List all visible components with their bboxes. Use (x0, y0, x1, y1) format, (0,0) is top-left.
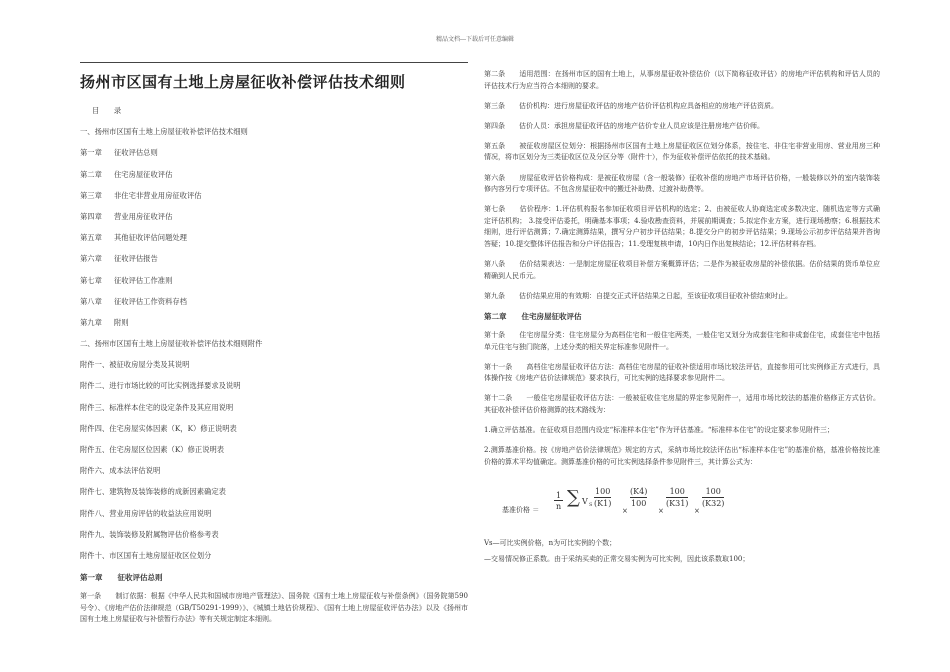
formula-fraction (666, 487, 688, 508)
toc-item-text: 征收评估工作资料存档 (114, 296, 187, 306)
toc-item-chapter: 第二章 (80, 169, 102, 179)
toc-item (80, 530, 468, 540)
toc-item-text: 附则 (114, 317, 129, 327)
chapter2-paragraphs (484, 330, 880, 468)
toc-item-text: 住宅房屋实体因素（K，K）修正说明表 (109, 423, 237, 433)
toc-item-chapter: 附件五、 (80, 445, 110, 454)
article-paragraph: 第八条 估价结果表达：一是制定房屋征收项目补偿方案概算评估；二是作为被征收房屋的补偿依据。估价结果的货币单位应精确到人民币元。 (484, 260, 880, 280)
toc-item-chapter: 附件七、 (80, 487, 110, 497)
toc-item (80, 127, 468, 137)
toc-item-chapter: 第四章 (80, 211, 102, 221)
fraction-numerator: 100 (705, 486, 721, 496)
chapter2-paragraph: 第十二条 一般住宅房屋征收评估方法：一般被征收住宅房屋的界定参见附件一，适用市场比较法的基准价格修正方式估价。其征收补偿评估价格测算的技术路线为： (484, 394, 880, 414)
toc-item-chapter: 附件二、 (80, 381, 110, 391)
toc-item-text: 装饰装修及附属物评估价格参考表 (109, 529, 219, 539)
fraction-bar (666, 497, 688, 498)
toc-item-chapter: 第一章 (80, 148, 102, 158)
left-column (80, 62, 468, 634)
header-watermark: 精品文档---下载后可任意编辑 (435, 36, 515, 43)
article-paragraph: 第三条 估价机构：进行房屋征收评估的房地产估价评估机构应具备相应的房地产评估资质。 (484, 101, 778, 110)
toc-item-text: 其他征收评估问题处理 (114, 233, 187, 243)
toc-item (80, 466, 468, 476)
toc-item-chapter: 第五章 (80, 233, 102, 243)
fraction-denominator: (K32) (702, 498, 725, 508)
document-title: 扬州市区国有土地上房屋征收补偿评估技术细则 (80, 73, 406, 91)
formula-fraction (630, 487, 647, 508)
toc-item-text: 标准样本住宅的设定条件及其应用说明 (109, 402, 234, 412)
article-paragraph: 第四条 估价人员：承担房屋征收评估的房地产估价专业人员应该是注册房地产估价师。 (484, 121, 764, 130)
toc-item (80, 254, 468, 264)
toc-item-text: 非住宅非营业用房征收评估 (114, 190, 202, 200)
toc-item-text: 征收评估总则 (114, 148, 158, 158)
toc-item (80, 170, 468, 180)
toc-item (80, 424, 468, 434)
formula-note: —交易情况修正系数。由于采纳买卖的正常交易实例为可比实例，因此该系数取100； (484, 554, 750, 563)
toc-item-chapter: 附件四、 (80, 423, 110, 433)
chapter2-heading: 第二章 住宅房屋征收评估 (484, 311, 582, 321)
formula-label: 基准价格 ＝ (502, 505, 540, 514)
toc-item-text: 市区国有土地房屋征收区位划分 (109, 550, 212, 560)
fraction-numerator: 100 (595, 486, 611, 496)
toc-item-chapter: 附件九、 (80, 529, 110, 539)
fraction-numerator: (K4) (630, 486, 648, 496)
toc-item-chapter: 第六章 (80, 254, 102, 264)
toc-item (80, 551, 468, 561)
toc-item-chapter: 第七章 (80, 275, 102, 285)
article-paragraph: 第九条 估价结果应用的有效期：自提交正式评估结果之日起，至该征收项目征收补偿结束时止。 (484, 291, 792, 300)
fraction-bar (702, 497, 724, 498)
toc-item-text: 征收评估报告 (114, 254, 158, 264)
toc-item-text: 建筑物及装饰装修的成新因素确定表 (109, 487, 226, 497)
toc-item-text: 征收评估工作准则 (114, 275, 173, 285)
fraction-bar (630, 497, 647, 498)
toc-item (80, 487, 468, 497)
toc-item-text: 一、扬州市区国有土地上房屋征收补偿评估技术细则 (80, 127, 248, 137)
article-paragraph: 第七条 估价程序：1.评估机构报名参加征收项目评估机构的选定；2、由被征收人协商选定或多数决定、随机选定等方式确定评估机构； 3.接受评估委托，明确基本事项；4.验收勘查资料，并展前期调查；5.拟定作业方案，进行现场勘察；6.根据技术细则，进行评估测算；7.确定测算结果，撰写分户初步评估结果；8.提交分户的初步评估结果；9.现场公示初步评估结果并咨询答疑；10.提交整体评估报告和分户评估报告；11.受理复核申请，10内日作出复核结论；12.评估材料存档。 (484, 205, 880, 249)
toc-item-chapter: 第八章 (80, 296, 102, 306)
after-formula-notes (484, 537, 880, 565)
toc-item-chapter: 附件十、 (80, 550, 110, 560)
multiply-sign: × (622, 506, 628, 515)
chapter2-paragraph: 2.测算基准价格。按《房地产估价法律规范》规定的方式，采纳市场比较法评估出“标准样本住宅”的基准价格，基准价格按比准价格的算术平均值确定。测算基准价格的可比实例选择条件参见附件三，其计算公式为： (484, 446, 880, 466)
toc-item-text: 成本法评估说明 (109, 466, 161, 476)
formula-fraction (594, 487, 611, 508)
toc-item (80, 381, 468, 391)
toc-item (80, 233, 468, 243)
toc-item-text: 住宅房屋征收评估 (114, 169, 173, 179)
toc-item-text: 进行市场比较的可比实例选择要求及说明 (109, 381, 241, 391)
fraction-numerator: 100 (669, 486, 685, 496)
toc-item (80, 148, 468, 158)
toc-item (80, 276, 468, 286)
article-paragraph: 第二条 适用范围：在扬州市区的国有土地上，从事房屋征收补偿估价（以下简称征收评估）的房地产评估机构和评估人员的评估技术行为应当符合本细则的要求。 (484, 70, 880, 90)
toc-item-text: 住宅房屋区位因素（K）修正说明表 (109, 445, 225, 454)
toc-item-chapter: 附件六、 (80, 466, 110, 476)
toc-item (80, 509, 468, 519)
multiply-sign: × (658, 506, 664, 515)
formula-block: 基准价格 ＝ 1 n ∑ V S 100 (K1) × (K4) 100 × 100 (K31) × 100 (K32) (502, 486, 725, 515)
article-1-paragraph: 第一条 制订依据：根据《中华人民共和国城市房地产管理法》、国务院《国有土地上房屋征收与补偿条例》（国务院第590号令）、《房地产估价法律规范（GB/T50291-1999）》、《城镇土地估价规程》、《国有土地上房屋征收评估办法》以及《扬州市国有土地上房屋征收与补偿暂行办法》等有关规定制定本细则。 (80, 592, 468, 624)
toc-item (80, 360, 468, 370)
toc-item-chapter: 附件一、 (80, 360, 110, 370)
toc-item (80, 212, 468, 222)
toc-item (80, 403, 468, 413)
toc-item (80, 445, 468, 455)
toc-item-text: 营业用房征收评估 (114, 211, 173, 221)
chapter1-heading: 第一章 征收评估总则 (80, 573, 163, 583)
article-paragraph: 第六条 房屋征收评估价格构成：是被征收房屋（含一般装修）征收补偿的房地产市场评估价格，一般装修以外的室内装饰装修内容另行专项评估。不包含房屋征收中的搬迁补助费、过渡补助费等。 (484, 173, 880, 194)
chapter2-paragraph: 1.确立评估基准。在征收项目范围内设定“标准样本住宅”作为评估基准。“标准样本住宅”的设定要求参见附件三； (484, 425, 834, 434)
toc-item-text: 被征收房屋分类及其说明 (109, 360, 190, 370)
title-rule (80, 62, 468, 63)
toc-item-chapter: 附件八、 (80, 508, 110, 518)
toc-item (80, 318, 468, 328)
toc-item-chapter: 第三章 (80, 190, 102, 200)
toc-item (80, 339, 468, 349)
formula-note: Vs—可比实例价格，n为可比实例的个数； (484, 538, 617, 547)
right-paragraphs (484, 69, 880, 302)
toc-item-text: 营业用房评估的收益法应用说明 (109, 508, 212, 518)
toc-item (80, 191, 468, 201)
toc-item-chapter: 附件三、 (80, 402, 110, 412)
multiply-sign: × (694, 506, 700, 515)
chapter2-paragraph: 第十一条 高档住宅房屋征收评估方法：高档住宅房屋的征收补偿适用市场比较法评估，直接参用可比实例修正方式进行，具体操作按《房地产估价法律规范》要求执行，可比实例的选择要求参见附件二。 (484, 362, 880, 383)
toc-item (80, 297, 468, 307)
fraction-denominator: (K1) (594, 498, 612, 508)
fraction-denominator: (K31) (666, 498, 689, 508)
article-paragraph: 第五条 被征收房屋区位划分：根据扬州市区国有土地上房屋征收区位划分体系，按住宅、非住宅非营业用房、营业用房三种情况，将市区划分为三类征收区位及分区分等（附件十），作为征收补偿评估依托的技术基础。 (484, 141, 880, 162)
chapter2-paragraph: 第十条 住宅房屋分类：住宅房屋分为高档住宅和一般住宅两类，一般住宅又划分为成套住宅和非成套住宅，成套住宅中包括单元住宅与独门院落，上述分类的相关界定标准参见附件一。 (484, 330, 880, 351)
formula-fraction (702, 487, 724, 508)
toc-heading-label: 目 录 (92, 106, 122, 115)
toc-item-chapter: 第九章 (80, 317, 102, 327)
toc-list (80, 127, 468, 561)
fraction-denominator: 100 (631, 498, 647, 508)
right-column (484, 62, 880, 569)
toc-item-text: 二、扬州市区国有土地上房屋征收补偿评估技术细则附件 (80, 339, 263, 349)
fraction-bar (594, 497, 611, 498)
toc-heading (80, 106, 468, 116)
